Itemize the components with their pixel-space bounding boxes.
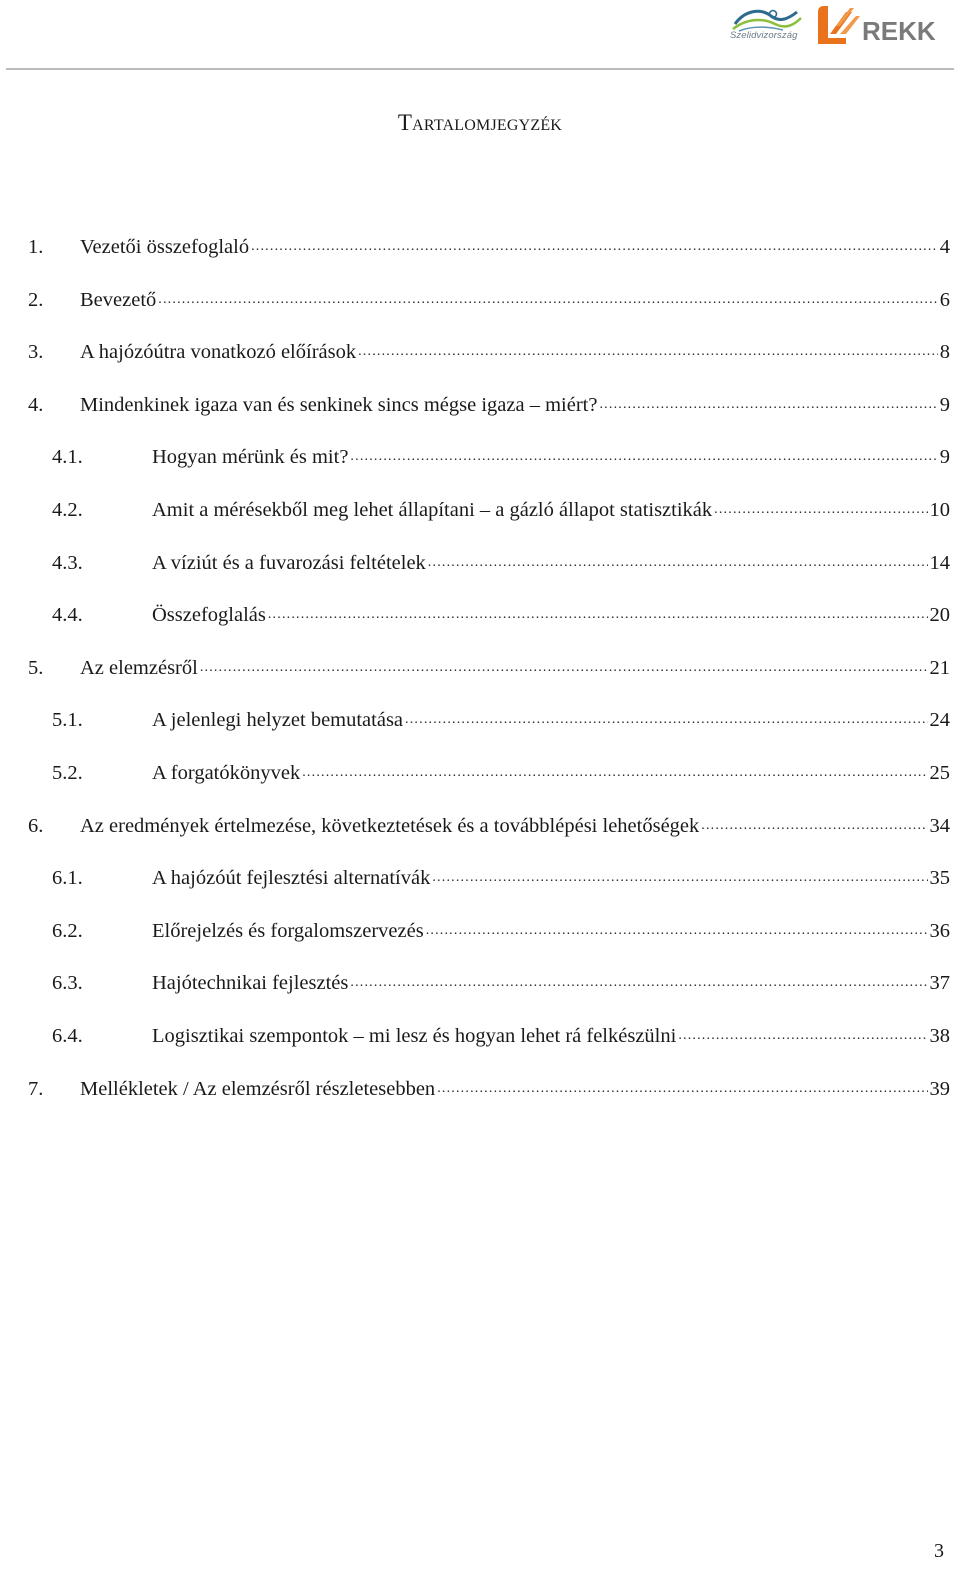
toc-dot-leader	[251, 228, 938, 266]
toc-entry[interactable]	[28, 596, 950, 634]
toc-entry[interactable]	[28, 807, 950, 845]
toc-entry[interactable]	[28, 544, 950, 582]
toc-entry-page: 10	[929, 499, 950, 521]
toc-dot-leader	[426, 912, 928, 950]
toc-entry-number: 6.1.	[52, 867, 83, 890]
toc-entry-number: 6.4.	[52, 1025, 83, 1047]
toc-entry[interactable]	[28, 912, 950, 950]
toc-entry-page: 38	[929, 1025, 950, 1047]
page-header	[0, 0, 960, 72]
toc-entry[interactable]	[28, 281, 950, 319]
toc-dot-leader	[268, 596, 928, 634]
rekk-logo-text: REKK	[862, 16, 936, 46]
toc-entry-page: 8	[939, 341, 950, 364]
toc-entry-label: Összefoglalás	[152, 604, 266, 627]
toc-entry-page: 34	[929, 814, 950, 837]
toc-entry[interactable]	[28, 386, 950, 424]
toc-entry-page: 36	[929, 919, 950, 942]
toc-entry-page: 9	[939, 446, 950, 469]
toc-entry[interactable]	[28, 491, 950, 529]
toc-entry-label: Hogyan mérünk és mit?	[152, 446, 349, 469]
toc-entry-number: 7.	[28, 1077, 44, 1100]
toc-dot-leader	[599, 386, 937, 424]
toc-entry-page: 39	[929, 1077, 950, 1100]
toc-entry-page: 4	[939, 236, 950, 258]
page-number: 3	[934, 1540, 944, 1562]
toc-title: Tartalomjegyzék	[397, 110, 563, 135]
szelidvizorszag-logo	[727, 4, 805, 48]
toc-entry-label: Mellékletek / Az elemzésről részletesebben	[80, 1077, 436, 1100]
toc-entry-page: 35	[929, 867, 950, 890]
toc-dot-leader	[428, 544, 928, 582]
toc-entry-label: Mindenkinek igaza van és senkinek sincs mégse igaza – miért?	[80, 393, 598, 416]
toc-entry-label: Az eredmények értelmezése, következtetések és a továbblépési lehetőségek	[80, 814, 700, 837]
toc-entry-label: Az elemzésről	[80, 656, 198, 679]
toc-dot-leader	[405, 701, 927, 739]
toc-entry-page: 24	[929, 709, 950, 732]
szelidvizorszag-logo-text: Szelidvizország	[730, 30, 798, 41]
toc-entry[interactable]	[28, 701, 950, 739]
toc-entry-label: Hajótechnikai fejlesztés	[152, 972, 349, 995]
toc-entry[interactable]	[28, 1017, 950, 1055]
toc-entry-number: 6.	[28, 814, 44, 837]
toc-entry-label: A hajózóútra vonatkozó előírások	[80, 341, 357, 364]
toc-entry[interactable]	[28, 964, 950, 1002]
toc-entry-number: 2.	[28, 288, 44, 311]
toc-entry-page: 20	[929, 604, 950, 627]
toc-dot-leader	[714, 491, 927, 529]
toc-entry-label: A víziút és a fuvarozási feltételek	[152, 551, 426, 574]
toc-entry[interactable]	[28, 333, 950, 371]
toc-entry-label: Előrejelzés és forgalomszervezés	[152, 919, 424, 942]
toc-entry-page: 25	[929, 762, 950, 784]
toc-entry-number: 6.2.	[52, 919, 83, 942]
toc-dot-leader	[678, 1017, 927, 1055]
toc-entry[interactable]	[28, 649, 950, 687]
toc-dot-leader	[701, 807, 927, 845]
toc-entry-label: Amit a mérésekből meg lehet állapítani – a gázló állapot statisztikák	[152, 499, 713, 521]
toc-entry-number: 5.1.	[52, 709, 83, 732]
toc-entry-label: A hajózóút fejlesztési alternatívák	[152, 867, 431, 890]
toc-entry-label: Vezetői összefoglaló	[80, 236, 250, 258]
toc-entry-number: 4.4.	[52, 604, 83, 627]
toc-entry-number: 1.	[28, 236, 44, 258]
toc-entry-number: 4.2.	[52, 499, 83, 521]
toc-entry-page: 14	[929, 551, 950, 574]
toc-entry-number: 5.	[28, 656, 44, 679]
toc-entry-label: Logisztikai szempontok – mi lesz és hogyan lehet rá felkészülni	[152, 1025, 677, 1047]
toc-entry-number: 4.	[28, 393, 44, 416]
toc-dot-leader	[302, 754, 927, 792]
toc-entry-page: 6	[939, 288, 950, 311]
toc-dot-leader	[350, 964, 927, 1002]
toc-entry[interactable]	[28, 438, 950, 476]
header-divider	[6, 68, 954, 70]
toc-dot-leader	[200, 649, 928, 687]
toc-dot-leader	[358, 333, 938, 371]
toc-entry-number: 4.3.	[52, 551, 83, 574]
toc-entry-page: 37	[929, 972, 950, 995]
toc-entry[interactable]	[28, 859, 950, 897]
toc-dot-leader	[158, 281, 937, 319]
toc-dot-leader	[432, 859, 927, 897]
rekk-logo	[816, 4, 952, 46]
toc-entry-page: 21	[929, 656, 950, 679]
toc-dot-leader	[350, 438, 937, 476]
toc-entry-label: Bevezető	[80, 288, 157, 311]
toc-entry-number: 5.2.	[52, 762, 83, 784]
toc-dot-leader	[437, 1070, 927, 1108]
toc-entry-page: 9	[939, 393, 950, 416]
toc-entry-number: 4.1.	[52, 446, 83, 469]
toc-entry-number: 6.3.	[52, 972, 83, 995]
toc-entry[interactable]	[28, 228, 950, 266]
toc-entry[interactable]	[28, 1070, 950, 1108]
toc-entry[interactable]	[28, 754, 950, 792]
toc-entry-number: 3.	[28, 341, 44, 364]
toc-entry-label: A jelenlegi helyzet bemutatása	[152, 709, 404, 732]
toc-entry-label: A forgatókönyvek	[152, 762, 301, 784]
